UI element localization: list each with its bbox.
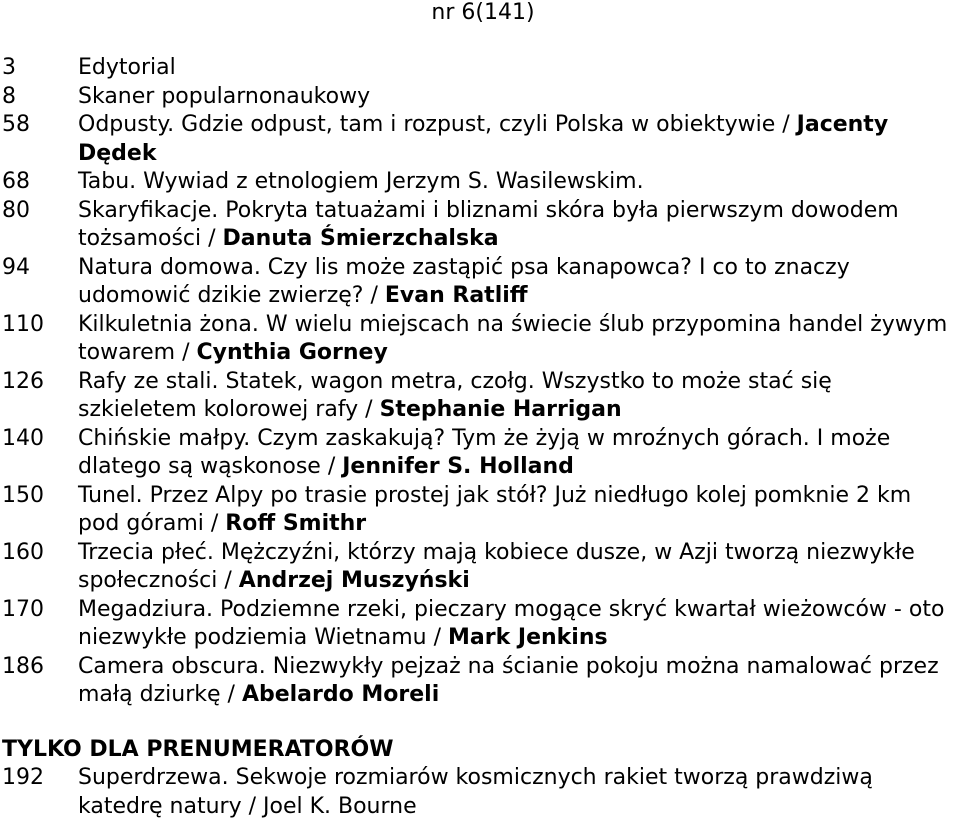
entry-text: Tunel. Przez Alpy po trasie prostej jak stół? Już niedługo kolej pomknie 2 km pod górami / <box>78 482 912 536</box>
entry-text: Kilkuletnia żona. W wielu miejscach na świecie ślub przypomina handel żywym towarem / <box>78 311 948 365</box>
entry-author: Stephanie Harrigan <box>379 397 622 422</box>
entry-text: Edytorial <box>78 55 176 80</box>
page-number: 80 <box>2 197 30 223</box>
entry-title <box>78 197 960 254</box>
entry-text: Skaryfikacje. Pokryta tatuażami i bliznami skóra była pierwszym dowodem tożsamości / <box>78 197 899 251</box>
entry-title <box>78 111 960 168</box>
entry-text: Trzecia płeć. Mężczyźni, którzy mają kobiece dusze, w Azji tworzą niezwykłe społeczności / <box>78 539 915 593</box>
section-heading: TYLKO DLA PRENUMERATORÓW <box>2 737 394 762</box>
entry-text: Camera obscura. Niezwykły pejzaż na ścianie pokoju można namalować przez małą dziurkę / <box>78 653 939 707</box>
toc-entry <box>0 197 960 254</box>
page-number: 8 <box>2 83 16 109</box>
entry-title <box>78 254 960 311</box>
entry-title <box>78 311 960 368</box>
page-number: 68 <box>2 169 30 194</box>
entry-title <box>78 83 960 112</box>
toc-entry <box>0 254 960 311</box>
entry-text: Odpusty. Gdzie odpust, tam i rozpust, czyli Polska w obiektywie / <box>78 112 797 137</box>
entry-title <box>78 653 960 710</box>
entry-text: Natura domowa. Czy lis może zastąpić psa kanapowca? I co to znaczy udomowić dzikie zwierzę? / <box>78 254 850 308</box>
entry-title <box>78 54 960 83</box>
toc-entry <box>0 54 960 83</box>
entry-title <box>78 425 960 482</box>
entry-title <box>78 764 960 821</box>
toc-entry <box>0 482 960 539</box>
page-number: 170 <box>2 596 44 622</box>
entry-text: Chińskie małpy. Czym zaskakują? Tym że żyją w mroźnych górach. I może dlatego są wąskonose / <box>78 425 891 479</box>
table-of-contents <box>0 54 960 710</box>
toc-entry <box>0 311 960 368</box>
toc-entry <box>0 764 960 821</box>
toc-entry <box>0 596 960 653</box>
toc-entry <box>0 425 960 482</box>
page-number: 150 <box>2 482 44 508</box>
subscriber-contents <box>0 764 960 821</box>
entry-author: Roff Smithr <box>225 511 367 536</box>
entry-author: Evan Ratliff <box>384 283 528 308</box>
page-number: 160 <box>2 539 44 565</box>
toc-entry <box>0 368 960 425</box>
entry-title <box>78 596 960 653</box>
page-number: 3 <box>2 55 16 80</box>
toc-entry <box>0 653 960 710</box>
entry-title <box>78 168 960 197</box>
page-number: 110 <box>2 311 44 337</box>
page-number: 126 <box>2 368 44 394</box>
entry-title <box>78 368 960 425</box>
issue-number-text: nr 6(141) <box>431 0 535 25</box>
page-number: 58 <box>2 112 30 137</box>
entry-author: Cynthia Gorney <box>196 340 388 365</box>
entry-text: Skaner popularnonaukowy <box>78 83 371 109</box>
entry-text: Megadziura. Podziemne rzeki, pieczary mogące skryć kwartał wieżowców - oto niezwykłe podziemia Wietnamu / <box>78 596 945 650</box>
page-number: 192 <box>2 765 44 790</box>
toc-entry <box>0 539 960 596</box>
entry-author: Jacenty Dędek <box>78 112 889 166</box>
page-number: 140 <box>2 425 44 451</box>
entry-title <box>78 482 960 539</box>
page-number: 186 <box>2 653 44 679</box>
entry-author: Danuta Śmierzchalska <box>222 226 499 251</box>
page-number: 94 <box>2 254 30 280</box>
entry-author: Mark Jenkins <box>448 625 608 650</box>
entry-text: Superdrzewa. Sekwoje rozmiarów kosmicznych rakiet tworzą prawdziwą katedrę natury / Joel K. Bourne <box>78 765 873 819</box>
toc-entry <box>0 168 960 197</box>
toc-entry <box>0 111 960 168</box>
entry-text: Rafy ze stali. Statek, wagon metra, czołg. Wszystko to może stać się szkieletem kolorowej rafy / <box>78 368 832 422</box>
entry-author: Abelardo Moreli <box>241 682 440 707</box>
issue-number <box>0 0 960 26</box>
entry-text: Tabu. Wywiad z etnologiem Jerzym S. Wasilewskim. <box>78 169 644 194</box>
entry-title <box>78 539 960 596</box>
entry-author: Andrzej Muszyński <box>238 568 470 593</box>
entry-author: Jennifer S. Holland <box>342 454 574 479</box>
toc-entry <box>0 83 960 112</box>
